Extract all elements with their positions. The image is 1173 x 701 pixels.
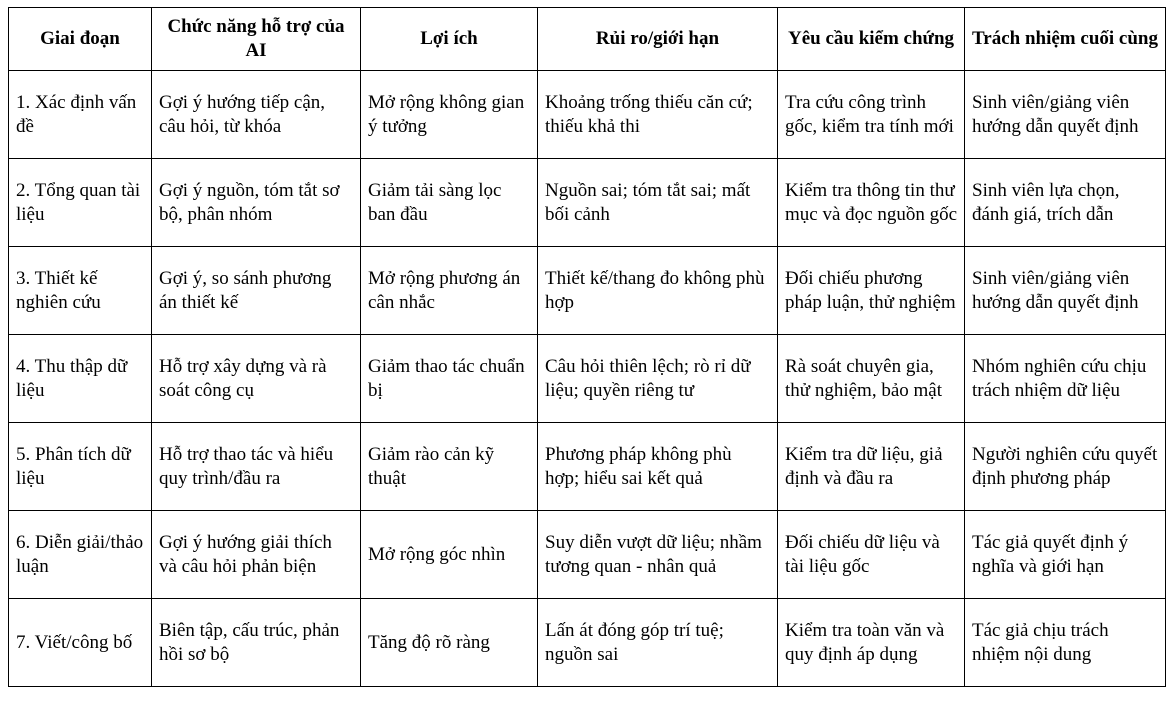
cell-responsibility: Sinh viên/giảng viên hướng dẫn quyết định bbox=[965, 247, 1166, 335]
cell-verification: Kiểm tra toàn văn và quy định áp dụng bbox=[778, 599, 965, 687]
cell-benefits: Giảm rào cản kỹ thuật bbox=[361, 423, 538, 511]
cell-stage: 6. Diễn giải/thảo luận bbox=[9, 511, 152, 599]
cell-responsibility: Tác giả quyết định ý nghĩa và giới hạn bbox=[965, 511, 1166, 599]
cell-verification: Kiểm tra dữ liệu, giả định và đầu ra bbox=[778, 423, 965, 511]
cell-risks: Thiết kế/thang đo không phù hợp bbox=[538, 247, 778, 335]
cell-ai-function: Hỗ trợ thao tác và hiểu quy trình/đầu ra bbox=[152, 423, 361, 511]
cell-risks: Nguồn sai; tóm tắt sai; mất bối cảnh bbox=[538, 159, 778, 247]
cell-risks: Lấn át đóng góp trí tuệ; nguồn sai bbox=[538, 599, 778, 687]
table-row bbox=[9, 247, 1166, 335]
table-row bbox=[9, 423, 1166, 511]
cell-benefits: Giảm tải sàng lọc ban đầu bbox=[361, 159, 538, 247]
cell-ai-function: Gợi ý hướng giải thích và câu hỏi phản biện bbox=[152, 511, 361, 599]
cell-risks: Câu hỏi thiên lệch; rò rỉ dữ liệu; quyền riêng tư bbox=[538, 335, 778, 423]
cell-stage: 4. Thu thập dữ liệu bbox=[9, 335, 152, 423]
cell-benefits: Giảm thao tác chuẩn bị bbox=[361, 335, 538, 423]
cell-responsibility: Tác giả chịu trách nhiệm nội dung bbox=[965, 599, 1166, 687]
cell-stage: 1. Xác định vấn đề bbox=[9, 71, 152, 159]
cell-responsibility: Sinh viên lựa chọn, đánh giá, trích dẫn bbox=[965, 159, 1166, 247]
header-ai-function: Chức năng hỗ trợ của AI bbox=[152, 8, 361, 71]
cell-responsibility: Người nghiên cứu quyết định phương pháp bbox=[965, 423, 1166, 511]
cell-verification: Rà soát chuyên gia, thử nghiệm, bảo mật bbox=[778, 335, 965, 423]
table-row bbox=[9, 159, 1166, 247]
cell-stage: 5. Phân tích dữ liệu bbox=[9, 423, 152, 511]
cell-risks: Khoảng trống thiếu căn cứ; thiếu khả thi bbox=[538, 71, 778, 159]
cell-responsibility: Sinh viên/giảng viên hướng dẫn quyết định bbox=[965, 71, 1166, 159]
cell-ai-function: Hỗ trợ xây dựng và rà soát công cụ bbox=[152, 335, 361, 423]
cell-verification: Đối chiếu phương pháp luận, thử nghiệm bbox=[778, 247, 965, 335]
cell-ai-function: Gợi ý nguồn, tóm tắt sơ bộ, phân nhóm bbox=[152, 159, 361, 247]
cell-stage: 7. Viết/công bố bbox=[9, 599, 152, 687]
cell-benefits: Mở rộng phương án cân nhắc bbox=[361, 247, 538, 335]
header-risks: Rủi ro/giới hạn bbox=[538, 8, 778, 71]
table-row bbox=[9, 71, 1166, 159]
cell-verification: Kiểm tra thông tin thư mục và đọc nguồn gốc bbox=[778, 159, 965, 247]
cell-stage: 2. Tổng quan tài liệu bbox=[9, 159, 152, 247]
cell-risks: Suy diễn vượt dữ liệu; nhầm tương quan - nhân quả bbox=[538, 511, 778, 599]
header-row bbox=[9, 8, 1166, 71]
header-stage: Giai đoạn bbox=[9, 8, 152, 71]
cell-stage: 3. Thiết kế nghiên cứu bbox=[9, 247, 152, 335]
header-responsibility: Trách nhiệm cuối cùng bbox=[965, 8, 1166, 71]
cell-risks: Phương pháp không phù hợp; hiểu sai kết quả bbox=[538, 423, 778, 511]
cell-benefits: Mở rộng không gian ý tưởng bbox=[361, 71, 538, 159]
table-row bbox=[9, 511, 1166, 599]
cell-benefits: Mở rộng góc nhìn bbox=[361, 511, 538, 599]
cell-ai-function: Biên tập, cấu trúc, phản hồi sơ bộ bbox=[152, 599, 361, 687]
header-benefits: Lợi ích bbox=[361, 8, 538, 71]
table-row bbox=[9, 335, 1166, 423]
cell-responsibility: Nhóm nghiên cứu chịu trách nhiệm dữ liệu bbox=[965, 335, 1166, 423]
cell-verification: Đối chiếu dữ liệu và tài liệu gốc bbox=[778, 511, 965, 599]
cell-verification: Tra cứu công trình gốc, kiểm tra tính mới bbox=[778, 71, 965, 159]
cell-ai-function: Gợi ý hướng tiếp cận, câu hỏi, từ khóa bbox=[152, 71, 361, 159]
header-verification: Yêu cầu kiểm chứng bbox=[778, 8, 965, 71]
cell-ai-function: Gợi ý, so sánh phương án thiết kế bbox=[152, 247, 361, 335]
ai-research-support-table bbox=[8, 7, 1166, 687]
cell-benefits: Tăng độ rõ ràng bbox=[361, 599, 538, 687]
table-row bbox=[9, 599, 1166, 687]
